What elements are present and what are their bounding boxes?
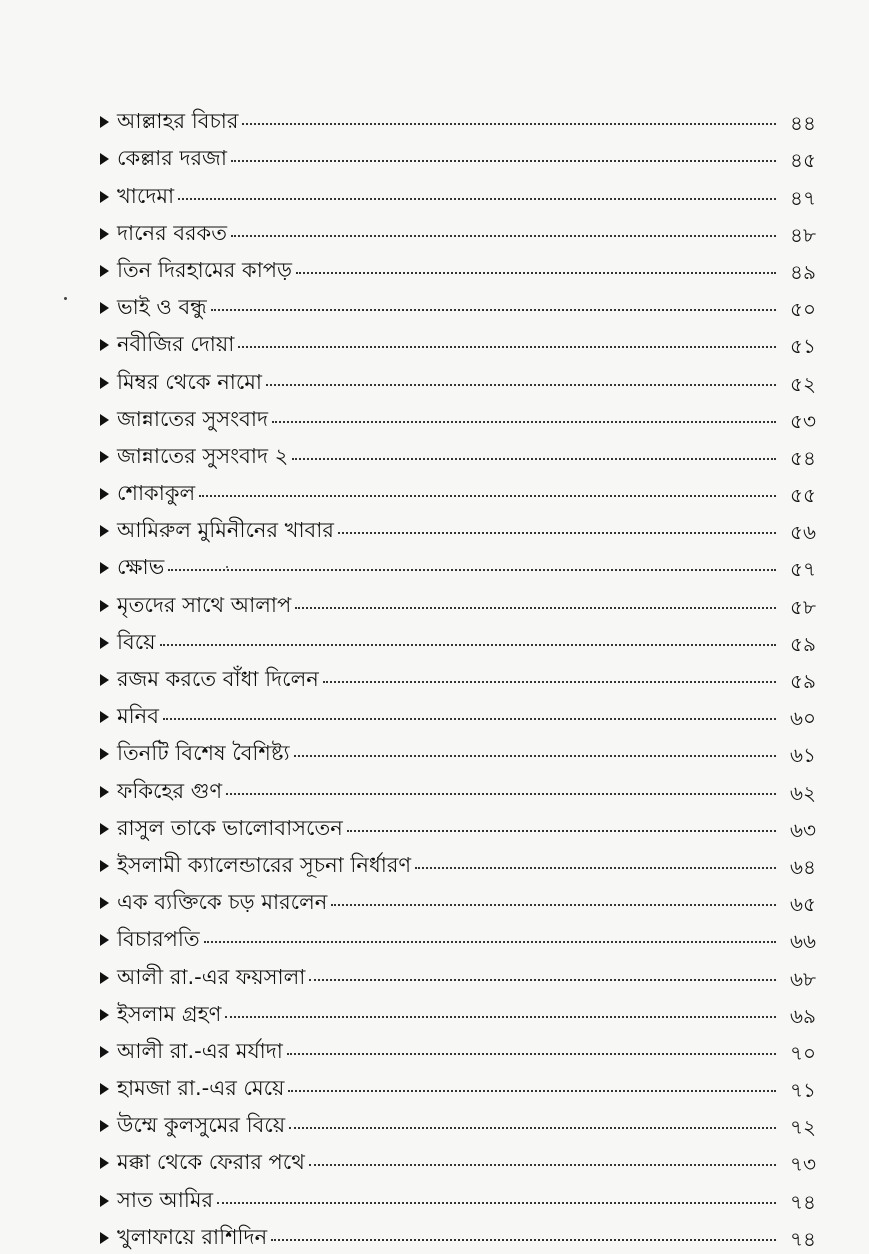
- entry-title: রাসুল তাকে ভালোবাসতেন: [117, 815, 343, 840]
- triangle-bullet-icon: [100, 302, 109, 314]
- toc-entry: [96, 881, 816, 918]
- dotted-leader: [323, 681, 776, 683]
- page-number: ৪৭: [790, 185, 816, 210]
- toc-entry: [96, 323, 816, 360]
- entry-title: ইসলাম গ্রহণ: [117, 1001, 222, 1026]
- entry-title: ক্ষোভ: [117, 555, 165, 580]
- dotted-leader: [296, 272, 776, 274]
- page-number: ৪৪: [790, 111, 816, 136]
- dotted-leader: [217, 1202, 776, 1204]
- dotted-leader: [231, 160, 776, 162]
- dotted-leader: [226, 793, 776, 795]
- page-number: ৬৬: [789, 929, 816, 954]
- entry-title: ইসলামী ক্যালেন্ডারের সূচনা নির্ধারণ: [117, 852, 412, 877]
- print-speck: [64, 297, 67, 300]
- dotted-leader: [199, 495, 776, 497]
- dotted-leader: [292, 458, 776, 460]
- dotted-leader: [163, 718, 776, 720]
- toc-entry: [96, 360, 816, 397]
- toc-entry: [96, 472, 816, 509]
- triangle-bullet-icon: [100, 116, 109, 128]
- page-number: ৫৭: [790, 557, 816, 582]
- dotted-leader: [287, 1053, 776, 1055]
- dotted-leader: [338, 532, 776, 534]
- triangle-bullet-icon: [100, 562, 109, 574]
- page-number: ৪৮: [790, 222, 816, 247]
- entry-title: সাত আমির: [117, 1187, 214, 1212]
- toc-entry: [96, 212, 816, 249]
- toc-entry: [96, 1067, 816, 1104]
- triangle-bullet-icon: [100, 934, 109, 946]
- dotted-leader: [272, 421, 776, 423]
- dotted-leader: [309, 1164, 776, 1166]
- dotted-leader: [266, 384, 776, 386]
- page-number: ৭১: [790, 1078, 816, 1103]
- dotted-leader: [347, 830, 776, 832]
- print-speck: [226, 566, 228, 568]
- page-number: ৭২: [789, 1115, 816, 1140]
- entry-title: দানের বরকত: [117, 220, 228, 245]
- page-number: ৭৩: [789, 1152, 816, 1177]
- dotted-leader: [294, 755, 776, 757]
- dotted-leader: [271, 1239, 776, 1241]
- entry-title: শোকাকুল: [117, 481, 196, 506]
- entry-title: নবীজির দোয়া: [117, 332, 235, 357]
- page-number: ৭০: [789, 1040, 816, 1065]
- dotted-leader: [225, 1016, 776, 1018]
- toc-entry: [96, 621, 816, 658]
- toc-entry: [96, 398, 816, 435]
- dotted-leader: [289, 1127, 776, 1129]
- toc-entry: [96, 546, 816, 583]
- triangle-bullet-icon: [100, 1009, 109, 1021]
- triangle-bullet-icon: [100, 228, 109, 240]
- triangle-bullet-icon: [100, 1046, 109, 1058]
- triangle-bullet-icon: [100, 414, 109, 426]
- toc-entry: [96, 1216, 816, 1253]
- table-of-contents: [96, 100, 816, 1253]
- entry-title: ভাই ও বন্ধু: [117, 295, 207, 320]
- page-number: ৫০: [790, 297, 816, 322]
- dotted-leader: [168, 569, 776, 571]
- entry-title: এক ব্যক্তিকে চড় মারলেন: [117, 890, 328, 915]
- toc-entry: [96, 509, 816, 546]
- entry-title: আল্লাহর বিচার: [117, 109, 239, 134]
- triangle-bullet-icon: [100, 897, 109, 909]
- entry-title: জান্নাতের সুসংবাদ ২: [117, 443, 289, 468]
- toc-entry: [96, 695, 816, 732]
- page-number: ৬৯: [790, 1003, 816, 1028]
- page-number: ৬১: [790, 743, 816, 768]
- triangle-bullet-icon: [100, 191, 109, 203]
- triangle-bullet-icon: [100, 823, 109, 835]
- triangle-bullet-icon: [100, 265, 109, 277]
- entry-title: মিম্বর থেকে নামো: [117, 369, 263, 394]
- toc-entry: [96, 844, 816, 881]
- triangle-bullet-icon: [100, 860, 109, 872]
- page-number: ৬০: [789, 706, 816, 731]
- triangle-bullet-icon: [100, 972, 109, 984]
- page-number: ৫৬: [790, 520, 816, 545]
- entry-title: বিচারপতি: [117, 927, 200, 952]
- page-number: ৭৪: [790, 1189, 816, 1214]
- triangle-bullet-icon: [100, 748, 109, 760]
- dotted-leader: [415, 867, 776, 869]
- entry-title: কেল্লার দরজা: [117, 146, 227, 171]
- triangle-bullet-icon: [100, 525, 109, 537]
- toc-entry: [96, 286, 816, 323]
- entry-title: তিন দিরহামের কাপড়: [117, 257, 293, 282]
- entry-title: বিয়ে: [117, 629, 156, 654]
- entry-title: মনিব: [117, 704, 159, 729]
- page-number: ৫৯: [790, 669, 816, 693]
- entry-title: খুলাফায়ে রাশিদিন: [117, 1224, 268, 1249]
- entry-title: মক্কা থেকে ফেরার পথে: [117, 1150, 305, 1175]
- dotted-leader: [160, 644, 776, 646]
- toc-entry: [96, 583, 816, 620]
- page-number: ৫২: [790, 371, 816, 396]
- dotted-leader: [295, 607, 776, 609]
- dotted-leader: [231, 235, 776, 237]
- dotted-leader: [331, 904, 776, 906]
- page-number: ৫৩: [790, 408, 816, 433]
- toc-entry: [96, 1104, 816, 1141]
- dotted-leader: [211, 309, 776, 311]
- page-number: ৫৮: [790, 594, 816, 619]
- toc-entry: [96, 1141, 816, 1178]
- page-number: ৫১: [790, 334, 816, 359]
- toc-entry: [96, 1030, 816, 1067]
- entry-title: আলী রা.-এর ফয়সালা: [117, 964, 306, 989]
- toc-entry: [96, 174, 816, 211]
- page-number: ৬৫: [790, 892, 816, 917]
- triangle-bullet-icon: [100, 1120, 109, 1132]
- triangle-bullet-icon: [100, 1195, 109, 1207]
- page-number: ৪৯: [790, 259, 816, 284]
- entry-title: আলী রা.-এর মর্যাদা: [117, 1038, 283, 1063]
- entry-title: খাদেমা: [117, 183, 175, 208]
- entry-title: আমিরুল মুমিনীনের খাবার: [117, 518, 334, 543]
- page-number: ৪৫: [790, 148, 816, 173]
- dotted-leader: [238, 346, 776, 348]
- triangle-bullet-icon: [100, 1232, 109, 1244]
- page-number: ৬৮: [790, 966, 816, 991]
- toc-entry: [96, 955, 816, 992]
- dotted-leader: [178, 198, 776, 200]
- entry-title: রজম করতে বাঁধা দিলেন: [117, 667, 319, 691]
- page-number: ৫৯: [790, 631, 816, 656]
- triangle-bullet-icon: [100, 488, 109, 500]
- triangle-bullet-icon: [100, 600, 109, 612]
- page-number: ৫৪: [790, 445, 816, 470]
- toc-entry: [96, 435, 816, 472]
- dotted-leader: [204, 941, 776, 943]
- page-number: ৬৩: [789, 817, 816, 842]
- toc-entry: [96, 918, 816, 955]
- triangle-bullet-icon: [100, 451, 109, 463]
- toc-entry: [96, 249, 816, 286]
- toc-entry: [96, 732, 816, 769]
- triangle-bullet-icon: [100, 377, 109, 389]
- triangle-bullet-icon: [100, 1157, 109, 1169]
- triangle-bullet-icon: [100, 1083, 109, 1095]
- entry-title: হামজা রা.-এর মেয়ে: [117, 1076, 285, 1101]
- toc-entry: [96, 658, 816, 695]
- triangle-bullet-icon: [100, 153, 109, 165]
- page-number: ৭৪: [790, 1226, 816, 1251]
- entry-title: ফকিহের গুণ: [117, 778, 223, 803]
- triangle-bullet-icon: [100, 637, 109, 649]
- toc-entry: [96, 1178, 816, 1215]
- page-number: ৫৫: [790, 483, 816, 508]
- dotted-leader: [288, 1090, 776, 1092]
- toc-entry: [96, 100, 816, 137]
- triangle-bullet-icon: [100, 674, 109, 686]
- triangle-bullet-icon: [100, 711, 109, 723]
- entry-title: উম্মে কুলসুমের বিয়ে: [117, 1113, 286, 1138]
- toc-entry: [96, 137, 816, 174]
- entry-title: জান্নাতের সুসংবাদ: [117, 406, 268, 431]
- toc-entry: [96, 807, 816, 844]
- triangle-bullet-icon: [100, 786, 109, 798]
- toc-entry: [96, 769, 816, 806]
- dotted-leader: [309, 979, 776, 981]
- dotted-leader: [242, 123, 776, 125]
- entry-title: তিনটি বিশেষ বৈশিষ্ট্য: [117, 741, 290, 766]
- page-number: ৬৪: [790, 854, 816, 879]
- entry-title: মৃতদের সাথে আলাপ: [117, 592, 292, 617]
- triangle-bullet-icon: [100, 339, 109, 351]
- toc-entry: [96, 993, 816, 1030]
- page-number: ৬২: [789, 780, 816, 805]
